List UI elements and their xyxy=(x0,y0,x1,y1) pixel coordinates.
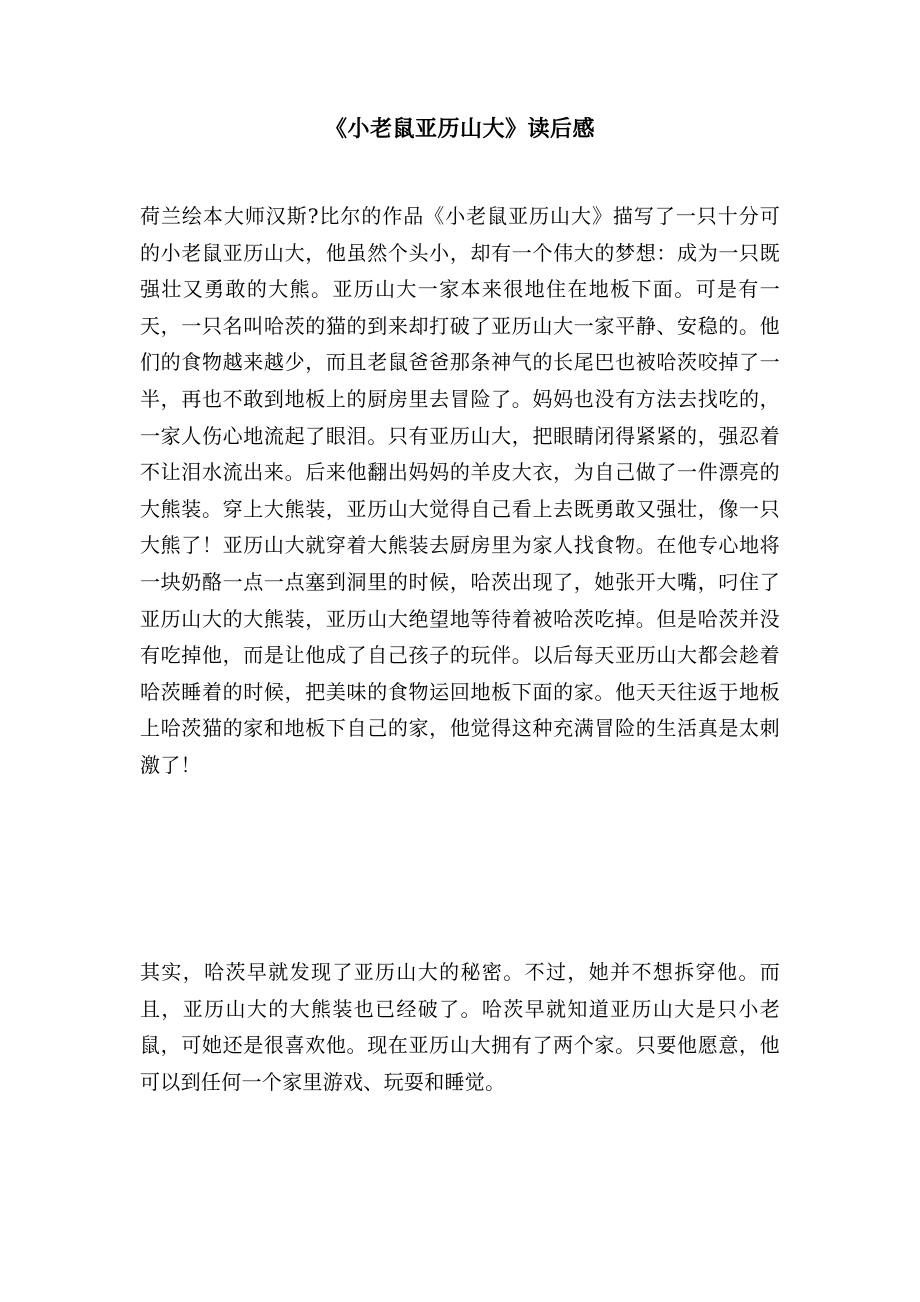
body-paragraph-2: 其实，哈茨早就发现了亚历山大的秘密。不过，她并不想拆穿他。而且，亚历山大的大熊装也已经破了。哈茨早就知道亚历山大是只小老鼠，可她还是很喜欢他。现在亚历山大拥有了两个家。只要他愿意，他可以到任何一个家里游戏、玩耍和睡觉。 xyxy=(140,960,780,1094)
body-paragraph-1: 荷兰绘本大师汉斯?比尔的作品《小老鼠亚历山大》描写了一只十分可的小老鼠亚历山大，他虽然个头小，却有一个伟大的梦想：成为一只既强壮又勇敢的大熊。亚历山大一家本来很地住在地板下面。可是有一天，一只名叫哈茨的猫的到来却打破了亚历山大一家平静、安稳的。他们的食物越来越少，而且老鼠爸爸那条神气的长尾巴也被哈茨咬掉了一半，再也不敢到地板上的厨房里去冒险了。妈妈也没有方法去找吃的，一家人伤心地流起了眼泪。只有亚历山大，把眼睛闭得紧紧的，强忍着不让泪水流出来。后来他翻出妈妈的羊皮大衣，为自己做了一件漂亮的大熊装。穿上大熊装，亚历山大觉得自己看上去既勇敢又强壮，像一只大熊了！亚历山大就穿着大熊装去厨房里为家人找食物。在他专心地将一块奶酪一点一点塞到洞里的时候，哈茨出现了，她张开大嘴，叼住了亚历山大的大熊装，亚历山大绝望地等待着被哈茨吃掉。但是哈茨并没有吃掉他，而是让他成了自己孩子的玩伴。以后每天亚历山大都会趁着哈茨睡着的时候，把美味的食物运回地板下面的家。他天天往返于地板上哈茨猫的家和地板下自己的家，他觉得这种充满冒险的生活真是太刺激了！ xyxy=(140,204,780,777)
document-title: 《小老鼠亚历山大》读后感 xyxy=(324,116,595,142)
